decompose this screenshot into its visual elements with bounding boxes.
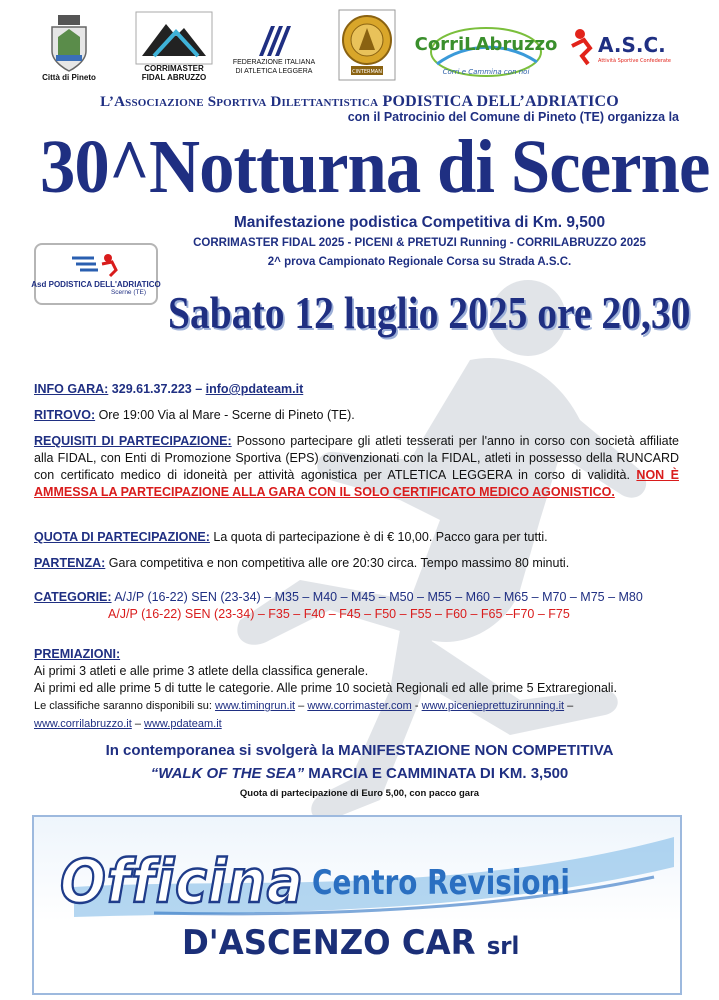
club-runner-icon: [66, 252, 126, 278]
organizer-line: [0, 93, 719, 111]
fidal-logo: [226, 6, 322, 82]
asc-runner-icon: [566, 24, 676, 68]
separator-2: -: [411, 700, 422, 712]
quota-label: QUOTA DI PARTECIPAZIONE:: [34, 530, 210, 544]
club-logo-place: Scerne (TE): [110, 289, 146, 296]
walk-line: [0, 765, 719, 782]
club-logo-name: Asd PODISTICA DELL'ADRIATICO: [31, 280, 161, 289]
corrimaster-caption-2: FIDAL ABRUZZO: [141, 73, 207, 82]
fidal-caption-1: FEDERAZIONE ITALIANA: [232, 59, 316, 66]
categorie: [34, 589, 679, 623]
walk-name: “WALK OF THE SEA”: [150, 765, 305, 782]
info-phone: 329.61.37.223 –: [111, 382, 206, 396]
medal-logo: [335, 6, 399, 82]
sponsor-company: [182, 923, 519, 963]
fidal-caption-2: DI ATLETICA LEGGERA: [235, 68, 313, 75]
contemporanea-line: In contemporanea si svolgerà la MANIFESTAZIONE NON COMPETITIVA: [105, 742, 614, 759]
medal-caption: CINTERMAN: [352, 69, 382, 75]
quota: [34, 529, 679, 546]
partenza: [34, 555, 679, 572]
categorie-women: A/J/P (16-22) SEN (23-34) – F35 – F40 – F45 – F50 – F55 – F60 – F65 –F70 – F75: [108, 607, 570, 621]
pineto-caption: Città di Pineto: [42, 73, 96, 82]
partenza-text: Gara competitiva e non competitiva alle ore 20:30 circa. Tempo massimo 80 minuti.: [105, 556, 570, 570]
organizer-name: PODISTICA DELL’ADRIATICO: [382, 93, 619, 110]
corrilabruzzo-icon: [414, 12, 558, 82]
requisiti: [34, 433, 679, 501]
pineto-crest-icon: [48, 15, 90, 73]
event-date: Sabato 12 luglio 2025 ore 20,30: [168, 287, 691, 338]
medal-icon: [337, 8, 397, 82]
requisiti-text: Possono partecipare gli atleti tesserati per l'anno in corso con società affiliate alla FIDAL, con Enti di Promozione Sportiva (EPS) convenzionati con la FIDAL, atleti in possesso della RUNCARD con certificato medico di idoneità per attività agonistica per ATLETICA LEGGERA in corso di validità.: [34, 434, 680, 482]
link-timingrun[interactable]: www.timingrun.it: [215, 700, 296, 712]
categorie-label: CATEGORIE:: [34, 590, 112, 604]
event-title: 30^Notturna di Scerne: [40, 125, 710, 209]
walk-rest: MARCIA E CAMMINATA DI KM. 3,500: [304, 765, 569, 782]
link-corrilabruzzo[interactable]: www.corrilabruzzo.it: [34, 718, 132, 730]
event-subtitle: Manifestazione podistica Competitiva di Km. 9,500: [233, 214, 606, 231]
separator-4: –: [131, 718, 145, 730]
info-label: INFO GARA:: [34, 382, 109, 396]
organizer-prefix: L’Associazione Sportiva Dilettantistica: [100, 94, 379, 110]
walk-fee: Quota di partecipazione di Euro 5,00, con pacco gara: [239, 788, 480, 799]
ritrovo-label: RITROVO:: [34, 408, 96, 422]
circuits-line: CORRIMASTER FIDAL 2025 - PICENI & PRETUZI Running - CORRILABRUZZO 2025: [193, 237, 646, 249]
info-email-link[interactable]: info@pdateam.it: [205, 382, 304, 396]
asc-logo: [566, 6, 676, 82]
pineto-logo: [38, 6, 100, 82]
requisiti-warning: NON È AMMESSA LA PARTECIPAZIONE ALLA GARA CON IL SOLO CERTIFICATO MEDICO AGONISTICO.: [34, 468, 679, 499]
corrilabruzzo-logo: [414, 6, 558, 82]
corrimaster-logo: [134, 6, 214, 82]
info-gara: [34, 381, 679, 398]
classifiche-text: Le classifiche saranno disponibili su:: [34, 700, 215, 712]
championship-line: 2^ prova Campionato Regionale Corsa su Strada A.S.C.: [267, 256, 572, 268]
corrilabruzzo-name: CorriLAbruzzo: [414, 34, 558, 55]
quota-text: La quota di partecipazione è di € 10,00. Pacco gara per tutti.: [209, 530, 548, 544]
corrilabruzzo-tagline: Corri e Cammina con noi: [442, 68, 530, 76]
asc-tagline: Attività Sportive Confederate: [598, 58, 672, 64]
sponsor-centro: Centro Revisioni: [312, 863, 570, 903]
link-piceni[interactable]: www.picenieprettuzirunning.it: [421, 700, 565, 712]
corrimaster-caption-1: CORRIMASTER: [144, 64, 204, 73]
premiazioni-line-1: Ai primi 3 atleti e alle prime 3 atlete della classifica generale.: [34, 664, 369, 678]
categorie-men: A/J/P (16-22) SEN (23-34) – M35 – M40 – M45 – M50 – M55 – M60 – M65 – M70 – M75 – M80: [111, 590, 643, 604]
link-corrimaster[interactable]: www.corrimaster.com: [307, 700, 412, 712]
ritrovo: [34, 407, 679, 424]
sponsor-company-name: D'ASCENZO CAR: [182, 923, 476, 963]
link-pdateam[interactable]: www.pdateam.it: [144, 718, 222, 730]
mountain-icon: [136, 12, 212, 64]
sponsor-banner: [32, 815, 682, 995]
fidal-stripes-icon: [249, 20, 299, 58]
sponsor-company-suffix: srl: [486, 932, 520, 960]
premiazioni: [34, 646, 679, 733]
club-logo: [31, 243, 161, 305]
premiazioni-line-2: Ai primi ed alle prime 5 di tutte le categorie. Alle prime 10 società Regionali ed alle prime 5 Extraregionali.: [34, 681, 617, 695]
requisiti-label: REQUISITI DI PARTECIPAZIONE:: [34, 434, 232, 448]
separator-3: –: [564, 700, 574, 712]
separator-1: –: [295, 700, 308, 712]
patronage-line: con il Patrocinio del Comune di Pineto (TE) organizza la: [347, 110, 679, 124]
premiazioni-label: PREMIAZIONI:: [34, 647, 121, 661]
partenza-label: PARTENZA:: [34, 556, 106, 570]
asc-name: A.S.C.: [598, 33, 666, 57]
ritrovo-text: Ore 19:00 Via al Mare - Scerne di Pineto (TE).: [95, 408, 355, 422]
sponsor-officina: Officina: [60, 847, 305, 917]
